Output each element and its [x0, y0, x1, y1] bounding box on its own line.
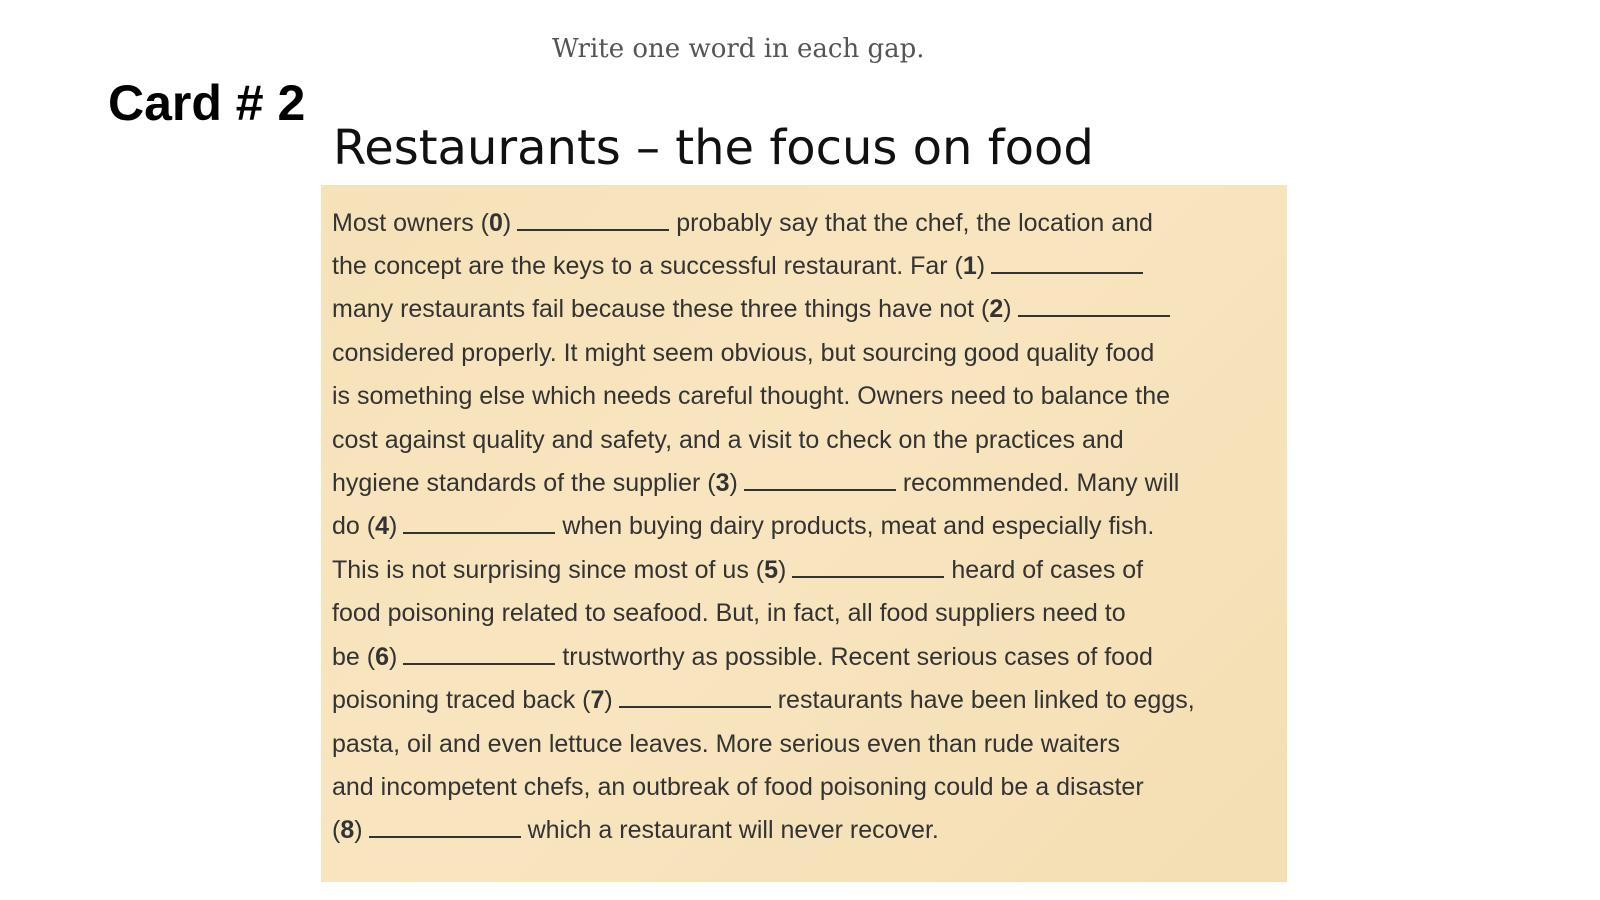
answer-gap-7[interactable] — [619, 684, 771, 708]
card-label: Card # 2 — [108, 75, 306, 131]
passage-line: do (4) when buying dairy products, meat and especially fish. — [332, 512, 1155, 540]
passage-line: poisoning traced back (7) restaurants have been linked to eggs, — [332, 686, 1195, 714]
answer-gap-8[interactable] — [369, 814, 521, 838]
answer-gap-0[interactable] — [517, 207, 669, 231]
answer-gap-4[interactable] — [403, 510, 555, 534]
passage-line: is something else which needs careful thought. Owners need to balance the — [332, 382, 1171, 410]
gap-fill-passage — [321, 185, 1287, 882]
passage-line: many restaurants fail because these three things have not (2) — [332, 291, 1177, 327]
answer-gap-2[interactable] — [1018, 293, 1170, 317]
passage-line: considered properly. It might seem obvious, but sourcing good quality food — [332, 339, 1155, 367]
instruction-text: Write one word in each gap. — [552, 34, 925, 64]
answer-gap-1[interactable] — [991, 250, 1143, 274]
answer-gap-3[interactable] — [744, 467, 896, 491]
passage-line: This is not surprising since most of us (5) heard of cases of — [332, 556, 1144, 584]
passage-line: hygiene standards of the supplier (3) recommended. Many will — [332, 469, 1180, 497]
passage-line: be (6) trustworthy as possible. Recent serious cases of food — [332, 643, 1153, 671]
answer-gap-6[interactable] — [403, 641, 555, 665]
passage-line: pasta, oil and even lettuce leaves. More serious even than rude waiters — [332, 730, 1120, 758]
passage-line: Most owners (0) probably say that the chef, the location and — [332, 209, 1153, 237]
answer-gap-5[interactable] — [792, 554, 944, 578]
passage-line: and incompetent chefs, an outbreak of food poisoning could be a disaster — [332, 773, 1144, 801]
passage-line: cost against quality and safety, and a visit to check on the practices and — [332, 426, 1124, 454]
page-title: Restaurants – the focus on food — [333, 120, 1094, 176]
passage-line: food poisoning related to seafood. But, in fact, all food suppliers need to — [332, 599, 1126, 627]
passage-line: (8) which a restaurant will never recover. — [332, 816, 939, 844]
passage-line: the concept are the keys to a successful restaurant. Far (1) — [332, 248, 1150, 284]
